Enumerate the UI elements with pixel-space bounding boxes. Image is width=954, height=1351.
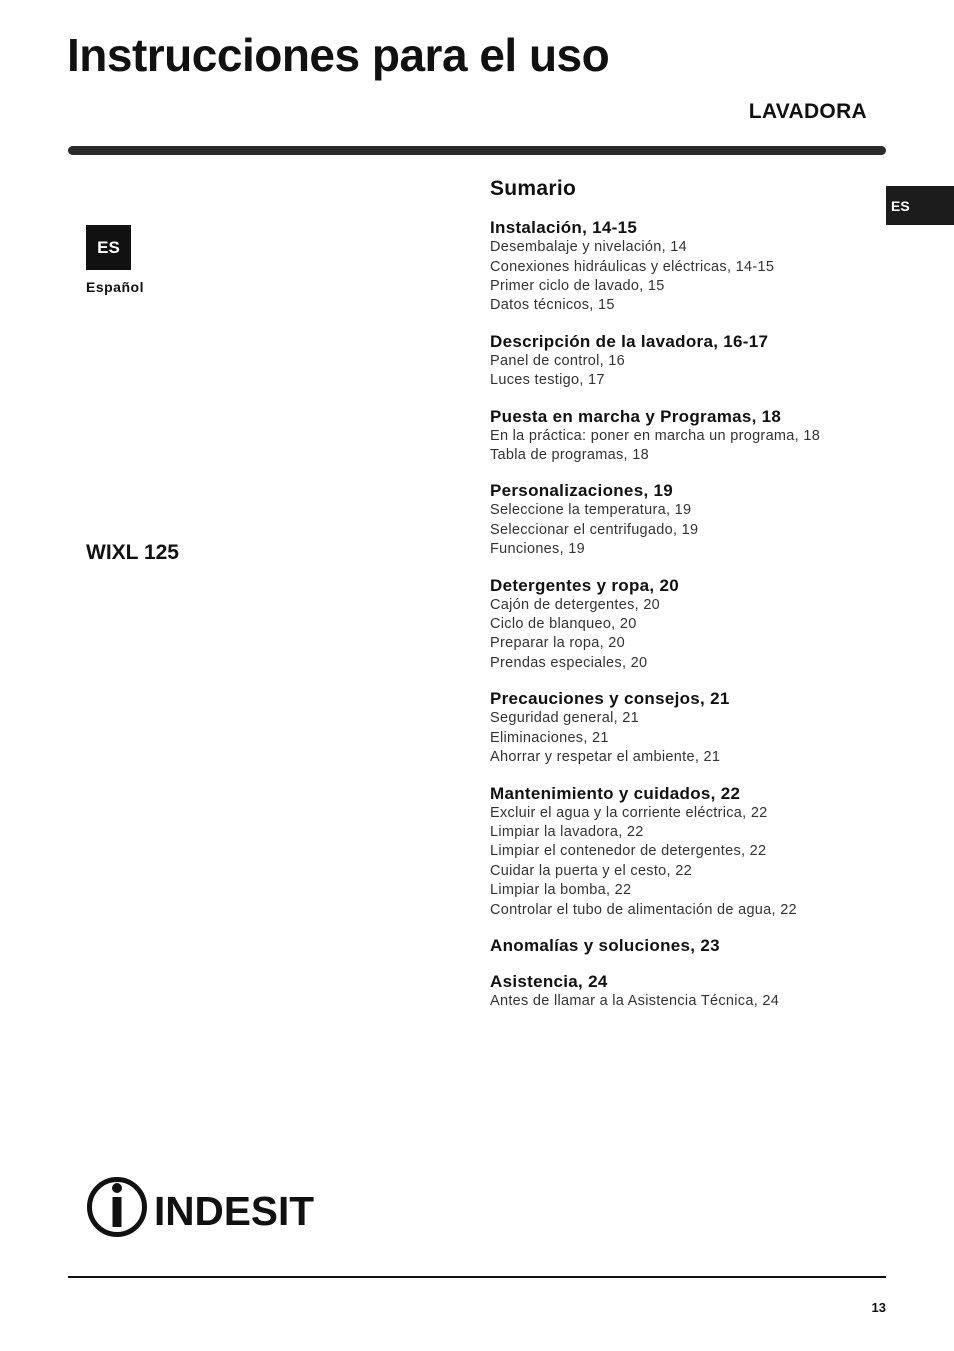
- toc-section-title: Detergentes y ropa, 20: [490, 575, 679, 595]
- toc-section: [490, 972, 886, 1011]
- toc-sections: [490, 218, 886, 1011]
- toc-section: [490, 576, 886, 674]
- toc-section: [490, 218, 886, 316]
- toc-item: Prendas especiales, 20: [490, 654, 648, 671]
- toc-item: Ciclo de blanqueo, 20: [490, 616, 637, 633]
- toc-section-title: Asistencia, 24: [490, 971, 608, 991]
- toc-item: Seguridad general, 21: [490, 710, 639, 727]
- table-of-contents: [490, 176, 886, 1027]
- toc-item: Primer ciclo de lavado, 15: [490, 278, 665, 294]
- toc-section-items: [490, 992, 886, 1011]
- toc-section-title: Personalizaciones, 19: [490, 481, 673, 501]
- toc-item: Limpiar la bomba, 22: [490, 882, 632, 899]
- toc-section-title: Anomalías y soluciones, 23: [490, 935, 720, 955]
- toc-item: Seleccione la temperatura, 19: [490, 502, 692, 519]
- model-number: WIXL 125: [86, 541, 179, 564]
- toc-item: Preparar la ropa, 20: [490, 635, 625, 652]
- toc-item: Datos técnicos, 15: [490, 297, 615, 314]
- toc-item: Desembalaje y nivelación, 14: [490, 239, 688, 256]
- toc-section: [490, 936, 886, 956]
- document-subtitle: LAVADORA: [748, 100, 867, 123]
- toc-item: Excluir el agua y la corriente eléctrica, 22: [490, 804, 768, 821]
- toc-section-items: [490, 352, 886, 391]
- toc-section-items: [490, 427, 886, 466]
- toc-item: Conexiones hidráulicas y eléctricas, 14-15: [490, 258, 775, 275]
- toc-section-title: Precauciones y consejos, 21: [490, 689, 730, 709]
- toc-section: [490, 332, 886, 391]
- toc-item: En la práctica: poner en marcha un programa, 18: [490, 427, 821, 444]
- toc-section: [490, 689, 886, 767]
- toc-section-title: Mantenimiento y cuidados, 22: [490, 783, 741, 803]
- toc-item: Tabla de programas, 18: [490, 447, 649, 464]
- toc-item: Limpiar la lavadora, 22: [490, 823, 644, 840]
- footer-divider: [68, 1276, 886, 1278]
- toc-item: Eliminaciones, 21: [490, 729, 609, 746]
- brand-name: INDESIT: [154, 1188, 314, 1234]
- toc-section-items: [490, 709, 886, 767]
- toc-item: Seleccionar el centrifugado, 19: [490, 521, 699, 538]
- toc-section-title: Descripción de la lavadora, 16-17: [490, 331, 769, 351]
- document-title: Instrucciones para el uso: [67, 29, 610, 81]
- language-badge: ES: [86, 225, 131, 270]
- language-side-tab: ES: [886, 186, 954, 225]
- toc-section: [490, 407, 886, 466]
- toc-item: Panel de control, 16: [490, 352, 625, 369]
- toc-item: Cajón de detergentes, 20: [490, 596, 661, 613]
- toc-section: [490, 481, 886, 559]
- toc-section: [490, 784, 886, 920]
- toc-item: Limpiar el contenedor de detergentes, 22: [490, 843, 767, 860]
- header-divider: [68, 146, 886, 155]
- toc-section-title: Puesta en marcha y Programas, 18: [490, 406, 782, 426]
- indesit-logo-icon: [86, 1176, 318, 1238]
- toc-section-items: [490, 596, 886, 674]
- language-name: Español: [86, 279, 144, 295]
- toc-section-items: [490, 804, 886, 920]
- toc-item: Cuidar la puerta y el cesto, 22: [490, 862, 692, 879]
- page-number: 13: [871, 1300, 886, 1315]
- toc-section-items: [490, 501, 886, 559]
- toc-item: Ahorrar y respetar el ambiente, 21: [490, 749, 721, 766]
- toc-item: Funciones, 19: [490, 541, 585, 558]
- toc-heading: Sumario: [490, 177, 577, 200]
- toc-section-title: Instalación, 14-15: [490, 218, 638, 238]
- toc-section-items: [490, 238, 886, 316]
- toc-item: Antes de llamar a la Asistencia Técnica, 24: [490, 992, 780, 1009]
- toc-item: Controlar el tubo de alimentación de agua, 22: [490, 901, 797, 918]
- toc-item: Luces testigo, 17: [490, 372, 605, 389]
